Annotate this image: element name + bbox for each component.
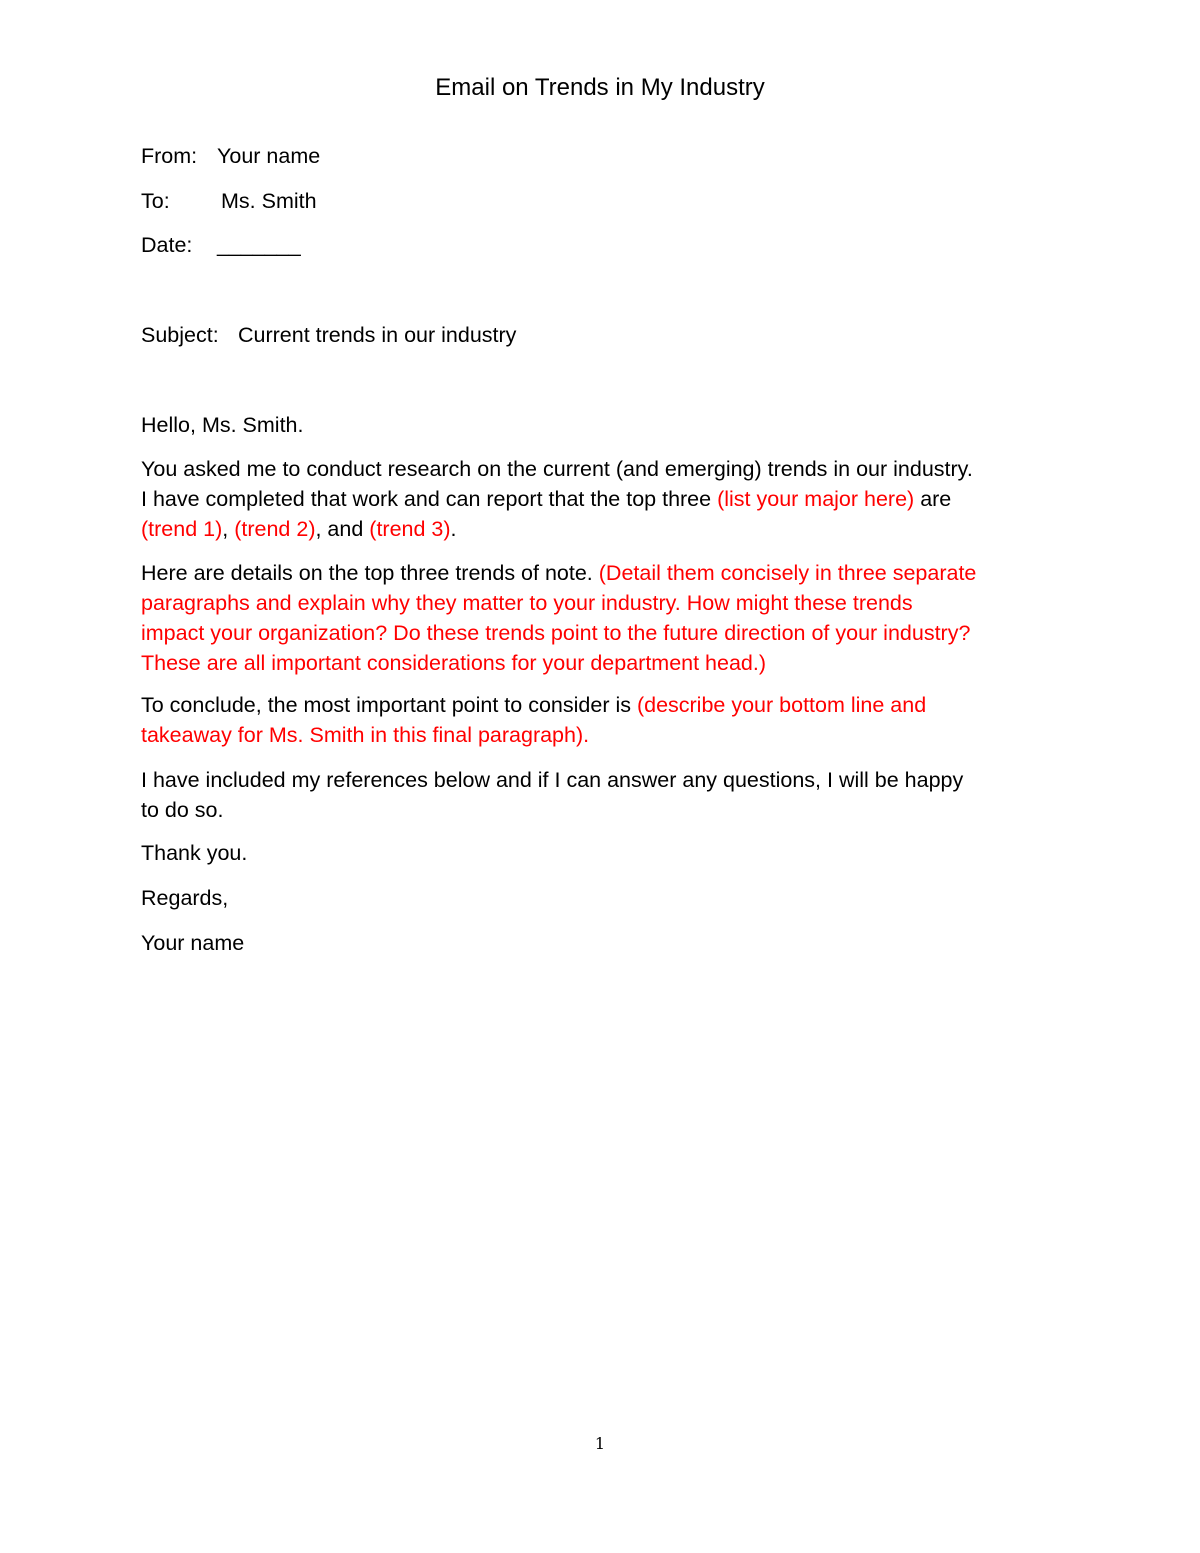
text-run: , [222,517,235,541]
placeholder-trend-1: (trend 1) [141,517,223,541]
placeholder-trend-2: (trend 2) [234,517,316,541]
subject-line [141,320,516,350]
placeholder-text: impact your organization? Do these trends point to the future direction of your industry? [141,621,971,645]
paragraph-line [141,690,1071,720]
subject-label: Subject: [141,323,219,347]
from-value: Your name [217,144,321,168]
to-line [141,186,317,216]
date-value: _______ [217,233,301,257]
to-value: Ms. Smith [221,189,317,213]
text-run: Here are details on the top three trends of note. [141,561,599,585]
from-line [141,141,320,171]
document-title: Email on Trends in My Industry [435,74,765,101]
text-run: . [450,517,457,541]
paragraph-references [141,765,1071,825]
placeholder-trend-3: (trend 3) [369,517,451,541]
paragraph-line [141,558,1071,588]
closing-line: Regards, [141,886,229,910]
placeholder-text: These are all important considerations for your department head.) [141,651,767,675]
paragraph-line [141,484,1071,514]
text-run: are [914,487,952,511]
placeholder-major: (list your major here) [717,487,915,511]
page-number: 1 [594,1434,606,1453]
placeholder-text: (Detail them concisely in three separate [598,561,977,585]
paragraph-line [141,514,1071,544]
placeholder-text: paragraphs and explain why they matter to your industry. How might these trends [141,591,913,615]
text-run: I have completed that work and can report that the top three [141,487,718,511]
text-run: To conclude, the most important point to consider is [141,693,637,717]
subject-value: Current trends in our industry [238,323,517,347]
paragraph-line: I have included my references below and if I can answer any questions, I will be happy [141,768,964,792]
date-line [141,230,301,260]
to-label: To: [141,189,170,213]
paragraph-line: to do so. [141,798,224,822]
paragraph-line: You asked me to conduct research on the current (and emerging) trends in our industry. [141,457,973,481]
placeholder-text: (describe your bottom line and [636,693,927,717]
paragraph-conclusion [141,690,1071,750]
paragraph-research [141,454,1071,544]
text-run: , and [315,517,370,541]
date-label: Date: [141,233,193,257]
paragraph-details [141,558,1071,678]
signature-line: Your name [141,931,245,955]
greeting: Hello, Ms. Smith. [141,413,304,437]
from-label: From: [141,144,198,168]
placeholder-text: takeaway for Ms. Smith in this final paragraph). [141,723,590,747]
thanks-line: Thank you. [141,841,248,865]
